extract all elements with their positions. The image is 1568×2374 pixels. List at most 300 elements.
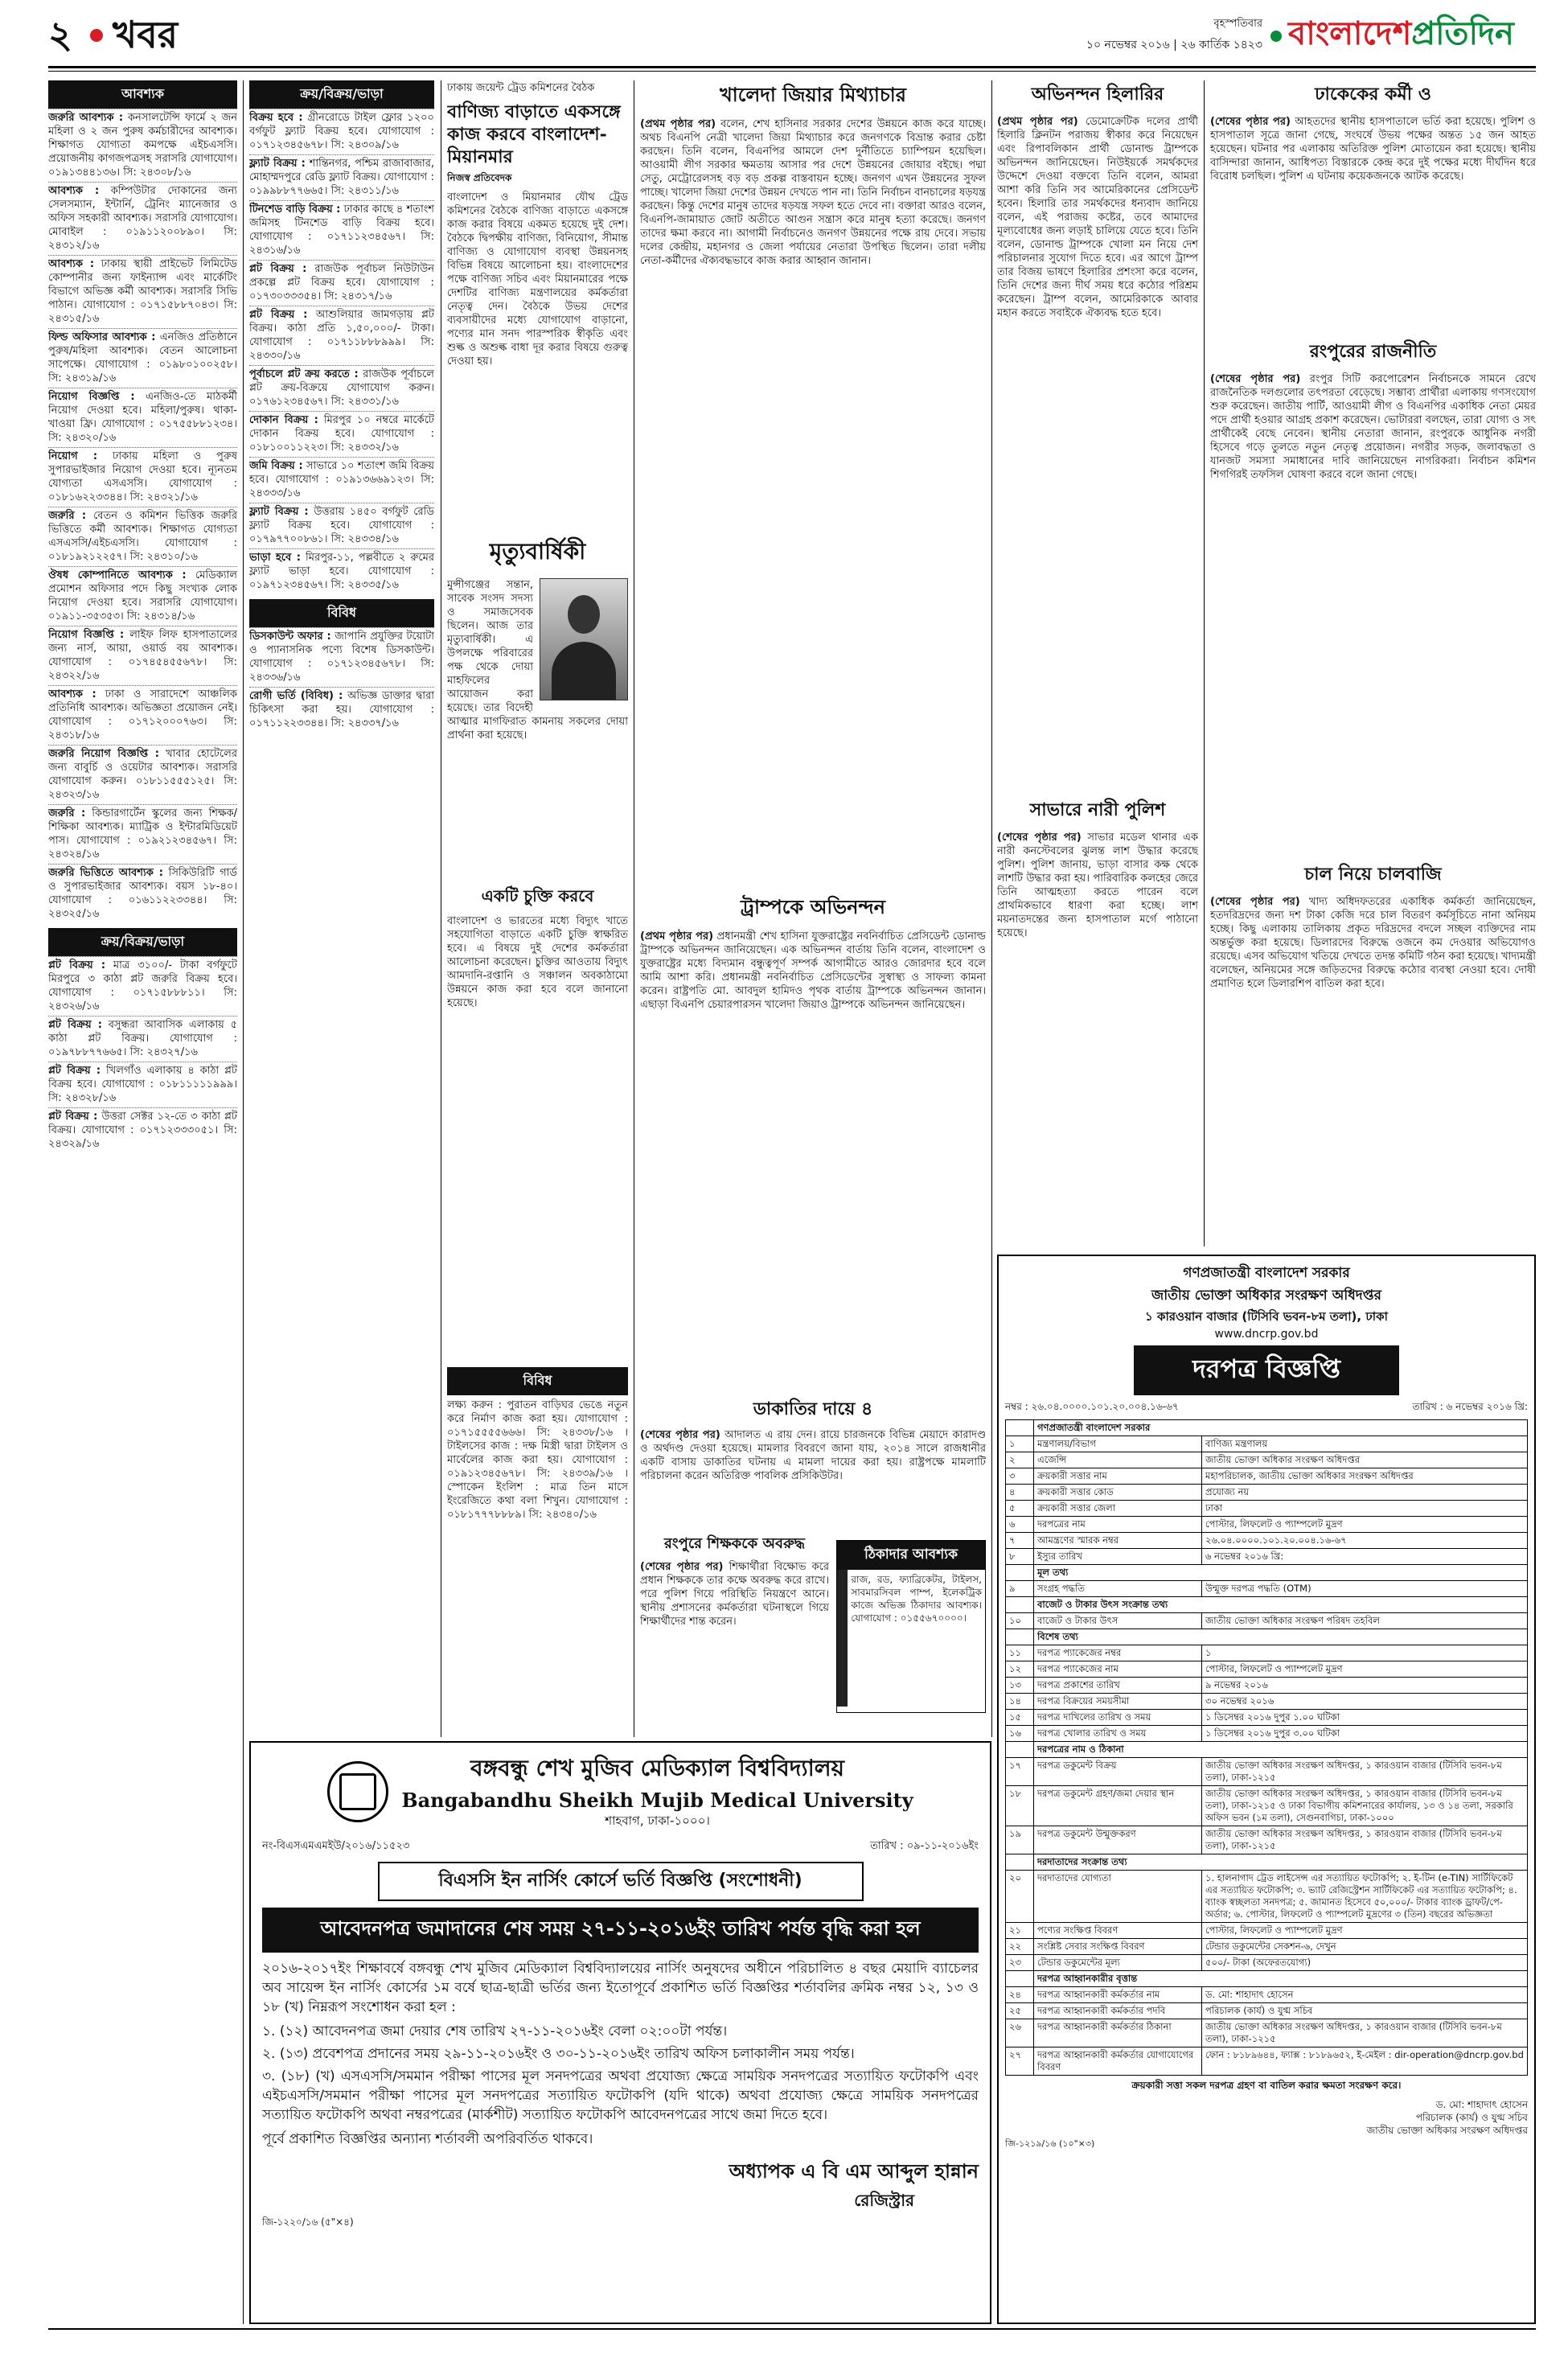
portrait-body-icon — [552, 642, 616, 700]
tender-row-value: ৬ নভেম্বর ২০১৬ খ্রি: — [1202, 1549, 1528, 1565]
issue-date: ১০ নভেম্বর ২০১৬ | ২৬ কার্তিক ১৪২৩ — [1086, 39, 1262, 51]
chal-lead: (শেষের পৃষ্ঠার পর) — [1210, 896, 1300, 908]
masthead-rule-thin — [48, 71, 1536, 72]
bsmmu-footer-note: পূর্বে প্রকাশিত বিজ্ঞপ্তির অন্যান্য শর্তাবলী অপরিবর্তিত থাকবে। — [262, 2131, 593, 2147]
tender-row — [1006, 1726, 1528, 1742]
classified-ad-lead: ফ্ল্যাট বিক্রয় : — [249, 158, 306, 170]
khaleda-body — [640, 117, 986, 268]
tender-row-label: দরদাতাদের সংক্রান্ত তথ্য — [1034, 1854, 1528, 1871]
university-name-en: Bangabandhu Sheikh Mujib Medical University — [401, 1789, 913, 1812]
classified-ad-text: মিরপুর-১১, পল্লবীতে ২ রুমের ফ্ল্যাট ভাড়া হবে। যোগাযোগ : ০১৯৭১২৩৪৫৬৭। সি: ২৪৩৩৫/১৬ — [249, 552, 434, 591]
tender-row-label: দরপত্রের নাম ও ঠিকানা — [1034, 1742, 1528, 1758]
tender-org-address: ১ কারওয়ান বাজার (টিসিবি ভবন-৮ম তলা), ঢাকা — [1145, 1309, 1388, 1324]
tender-row-value: জাতীয় ভোক্তা অধিকার সংরক্ষণ অধিদপ্তর, ১ কারওয়ান বাজার (টিসিবি ভবন-৮ম তলা), ঢাকা-১২১৫ ও ঢাকা বিভাগীয় কমিশনারের কার্যালয়, ১৩ ও ১৪ তলা, সরকারি অফিস ভবন (১ম তলা), সেগুনবাগিচা, ঢাকা-১০০০ — [1202, 1786, 1528, 1826]
wanted-ads-list — [48, 109, 237, 923]
tender-row — [1006, 1758, 1528, 1786]
classified-ad-text: বেতন ও কমিশন ভিত্তিক জরুরি ভিত্তিতে কর্মী আবশ্যক। শিক্ষাগত যোগ্যতা এসএসসি/এইচএসসি। যোগাযোগ : ০১৮১৯২১২২৫৭। সি: ২৪৩১০/১৬ — [48, 510, 237, 563]
classified-ad-lead: জরুরি নিয়োগ বিজ্ঞপ্তি : — [48, 748, 159, 760]
tender-row-number — [1006, 1420, 1034, 1436]
bsmmu-points-list — [262, 2022, 979, 2125]
bsmmu-signatory-title: রেজিস্ট্রার — [854, 2191, 914, 2210]
khaleda-lead: (প্রথম পৃষ্ঠার পর) — [640, 118, 716, 130]
rangpur-headline: রংপুরের রাজনীতি — [1309, 341, 1437, 362]
classified-ad-lead: ভাড়া হবে : — [249, 552, 301, 564]
savar-article — [997, 796, 1198, 1247]
tender-row — [1006, 1452, 1528, 1468]
tender-row — [1006, 1661, 1528, 1678]
tender-row-value: ১. হালনাগাদ ট্রেড লাইসেন্স এর সত্যায়িত ফটোকপি; ২. ই-টিন (e-TIN) সার্টিফিকেট এর সত্যায়িত ফটোকপি; ৩. ভ্যাট রেজিস্ট্রেশন সার্টিফিকেট এর সত্যায়িত ফটোকপি; ৪. ব্যাংক স্বচ্ছলতা সনদপত্র; ৫. জামানত হিসেবে ৫০,০০০/- টাকার ব্যাংক ড্রাফট/পে-অর্ডার; ৬. পোস্টার, লিফলেট ও প্যাম্পলেট মুদ্রণের ৩ (তিন) বছরের অভিজ্ঞতা — [1202, 1871, 1528, 1923]
classified-ad — [249, 457, 434, 503]
tender-row — [1006, 1485, 1528, 1501]
tender-row-label: দরপত্র প্যাকেজের নাম — [1034, 1661, 1202, 1678]
tender-row — [1006, 1826, 1528, 1854]
brand-name — [1288, 11, 1514, 56]
classified-ad — [48, 685, 237, 745]
tender-row-value: উন্মুক্ত দরপত্র পদ্ধতি (OTM) — [1202, 1581, 1528, 1597]
tender-row — [1006, 1854, 1528, 1871]
rangpur-body — [1210, 372, 1536, 482]
classified-ad — [48, 1016, 237, 1062]
contractor-ad — [836, 1540, 986, 1713]
contractor-ad-title: ঠিকাদার আবশ্যক — [837, 1541, 985, 1570]
trade-byline: নিজস্ব প্রতিবেদক — [447, 172, 512, 183]
tender-row — [1006, 1786, 1528, 1826]
classified-ad — [249, 365, 434, 411]
classified-ad — [48, 626, 237, 685]
tender-row — [1006, 1710, 1528, 1726]
rangpur-text: রংপুর সিটি করপোরেশন নির্বাচনকে সামনে রেখে রাজনৈতিক দলগুলোর তৎপরতা বেড়েছে। সম্ভাব্য প্রার্থীরা এলাকায় গণসংযোগ শুরু করেছেন। জাতীয় পার্টি, আওয়ামী লীগ ও বিএনপির একাধিক নেতা মেয়র পদে প্রার্থী হওয়ার আগ্রহ প্রকাশ করেছেন। ভোটাররা বলছেন, তারা যোগ্য ও সৎ প্রার্থীকেই বেছে নেবেন। স্থানীয় নেতারা জানান, রংপুরকে আধুনিক নগরী হিসেবে গড়ে তুলতে নতুন নেতৃত্ব প্রয়োজন। নগরীর সড়ক, জলাবদ্ধতা ও যানজট সমস্যা সমাধানের দাবি জানিয়েছেন নাগরিকরা। নির্বাচন কমিশন শিগগিরই তফসিল ঘোষণা করবে বলে জানা গেছে। — [1210, 373, 1536, 481]
classified-ad-text: মেডিক্যাল প্রমোশন অফিসার পদে কিছু সংখ্যক লোক নিয়োগ দেওয়া হবে। সরাসরি যোগাযোগ। ০১৯১১-৩৫৩৫৩। সি: ২৪৩১৪/১৬ — [48, 569, 237, 622]
classified-ad — [249, 548, 434, 594]
university-logo-icon — [327, 1761, 388, 1822]
deal-headline: একটি চুক্তি করবে — [481, 886, 594, 906]
classified-ad-text: খিলগাঁও এলাকায় ৪ কাঠা প্লট বিক্রয় হবে। যোগাযোগ : ০১৮১১১১১৯৯৯। সি: ২৪৩২৮/১৬ — [48, 1065, 237, 1104]
classified-ad-lead: নিয়োগ বিজ্ঞপ্তি : — [48, 391, 135, 403]
classified-ad — [249, 503, 434, 548]
classified-ad-lead: জমি বিক্রয় : — [249, 460, 303, 472]
obituary-body: মুন্সীগঞ্জের সন্তান, সাবেক সংসদ সদস্য ও সমাজসেবক ছিলেন। আজ তার মৃত্যুবার্ষিকী। এ উপলক্ষে পরিবারের পক্ষ থেকে দোয়া মাহফিলের আয়োজন করা হয়েছে। তার বিদেহী আত্মার মাগফিরাত কামনায় সকলের দোয়া প্রার্থনা করা হয়েছে। — [447, 579, 628, 741]
masthead — [48, 11, 1536, 63]
classified-ad-text: শান্তিনগর, পশ্চিম রাজাবাজার, মোহাম্মদপুরে রেডি ফ্ল্যাট বিক্রয়। যোগাযোগ : ০১৯৯৮৮৭৭৬৬৫। সি: ২৪৩১১/১৬ — [249, 158, 434, 197]
misc-ads-list — [249, 627, 434, 733]
bsmmu-point: ১. (১২) আবেদনপত্র জমা দেয়ার শেষ তারিখ ২৭-১১-২০১৬ইং বেলা ০২:০০টা পর্যন্ত। — [262, 2023, 728, 2039]
robbery-headline: ডাকাতির দায়ে ৪ — [753, 1399, 873, 1419]
classified-ad-text: ঢাকায় মহিলা ও পুরুষ সুপারভাইজার নিয়োগ দেওয়া হবে। ন্যূনতম যোগ্যতা এসএসসি। যোগাযোগ : ০১৮১৬২২৩৩৪৪। সি: ২৪৩২১/১৬ — [48, 450, 237, 503]
classifieds-heading-buysell: ক্রয়/বিক্রয়/ভাড়া — [48, 928, 237, 956]
tender-row — [1006, 1581, 1528, 1597]
hillary-headline: অভিনন্দন হিলারির — [1031, 84, 1164, 105]
khaleda-headline: খালেদা জিয়ার মিথ্যাচার — [720, 83, 906, 106]
tender-row-value: বাণিজ্য মন্ত্রণালয় — [1202, 1436, 1528, 1452]
tender-row-number — [1006, 1742, 1034, 1758]
dhaka-worker-lead: (শেষের পৃষ্ঠার পর) — [1210, 116, 1291, 128]
classified-ad — [48, 745, 237, 804]
classified-ad-text: মাত্র ৩১০০/- টাকা বর্গফুটে মিরপুরে ৩ কাঠা প্লট জরুরি বিক্রয় হবে। যোগাযোগ : ০১৭১৫৮৮৮১১। সি: ২৪৩২৬/১৬ — [48, 959, 237, 1012]
tender-code: জি-১২১৯/১৬ (১০"×৩) — [1005, 2138, 1095, 2149]
tender-row-label: বাজেট ও টাকার উৎস — [1034, 1613, 1202, 1629]
classified-ad-lead: নিয়োগ : — [48, 450, 98, 462]
tender-row-label: দরদাতাদের যোগ্যতা — [1034, 1871, 1202, 1923]
tender-row-number — [1006, 1597, 1034, 1613]
tender-row — [1006, 1565, 1528, 1581]
tender-row-label: আমন্ত্রণের স্মারক নম্বর — [1034, 1533, 1202, 1549]
tender-row-label: দরপত্র আহ্বানকারীর বৃত্তান্ত — [1034, 1971, 1528, 1987]
classified-ad-lead: জরুরি ভিত্তিতে আবশ্যক : — [48, 867, 164, 879]
tender-row-label: ক্রয়কারী সত্তার জেলা — [1034, 1501, 1202, 1517]
tender-row-number: ৩ — [1006, 1468, 1034, 1485]
trump-headline: ট্রাম্পকে অভিনন্দন — [740, 895, 886, 918]
hillary-body — [997, 115, 1198, 320]
tender-row-value: মহাপরিচালক, জাতীয় ভোক্তা অধিকার সংরক্ষণ অধিদপ্তর — [1202, 1468, 1528, 1485]
savar-lead: (শেষের পৃষ্ঠার পর) — [997, 832, 1082, 844]
classified-ad — [48, 1062, 237, 1107]
teacher-headline: রংপুরে শিক্ষককে অবরুদ্ধ — [664, 1535, 805, 1552]
deal-body: বাংলাদেশ ও ভারতের মধ্যে বিদ্যুৎ খাতে সহযোগিতা বাড়াতে একটি চুক্তি স্বাক্ষরিত হবে। এ বিষয়ে দুই দেশের কর্মকর্তারা আলোচনা করেছেন। চুক্তির আওতায় বিদ্যুৎ আমদানি-রপ্তানি ও সঞ্চালন অবকাঠামো উন্নয়নে কাজ করা হবে বলে জানানো হয়েছে। — [447, 915, 628, 1009]
tender-row-number: ৪ — [1006, 1485, 1034, 1501]
chal-body — [1210, 895, 1536, 991]
contractor-ad-body: রাজ, রড, ফ্যাব্রিকেটর, টাইলস, সাবমারসিবল পাম্প, ইলেকট্রিক কাজে অভিজ্ঞ ঠিকাদার আবশ্যক। যোগাযোগ : ০১৫৫৬৭০০০০। — [851, 1574, 982, 1624]
column-divider — [243, 80, 244, 2324]
tender-row-number: ১০ — [1006, 1613, 1034, 1629]
tender-row-number: ১১ — [1006, 1645, 1034, 1661]
tender-row — [1006, 1629, 1528, 1645]
classified-ad-text: আশুলিয়ার জামগড়ায় প্লট বিক্রয়। কাঠা প্রতি ১,৫০,০০০/- টাকা। যোগাযোগ : ০১৭১১৮৮৮৯৯৯। সি: ২৪৩৩০/১৬ — [249, 309, 434, 362]
teacher-lead: (শেষের পৃষ্ঠার পর) — [640, 1561, 724, 1573]
tender-memo: নম্বর : ২৬.০৪.০০০০.১০১.২০.০০৪.১৬-৬৭ — [1005, 1401, 1179, 1412]
university-address: শাহবাগ, ঢাকা-১০০০। — [605, 1813, 710, 1828]
property-ads-list — [249, 109, 434, 594]
trade-kicker: ঢাকায় জয়েন্ট ট্রেড কমিশনের বৈঠক — [447, 82, 595, 94]
tender-row — [1006, 1678, 1528, 1694]
tender-org-govt: গণপ্রজাতন্ত্রী বাংলাদেশ সরকার — [1183, 1265, 1350, 1281]
classified-ad-lead: টিনশেড বাড়ি বিক্রয় : — [249, 203, 341, 216]
classified-ad — [48, 804, 237, 864]
classified-ad-lead: আবশ্যক : — [48, 185, 100, 197]
dhaka-worker-body — [1210, 115, 1536, 183]
tender-row-label: দরপত্র দাখিলের তারিখ ও সময় — [1034, 1710, 1202, 1726]
teacher-body — [640, 1560, 829, 1629]
classified-ad — [249, 411, 434, 457]
tender-row-number: ১৭ — [1006, 1758, 1034, 1786]
tender-row-label: দরপত্র আহ্বানকারী কর্মকর্তার ঠিকানা — [1034, 2019, 1202, 2047]
classified-ad-lead: ঔষধ কোম্পানিতে আবশ্যক : — [48, 569, 187, 581]
obituary-title: মৃত্যুবার্ষিকী — [489, 538, 586, 565]
contractor-ad-icon — [837, 1570, 848, 1707]
classified-ad-text: উত্তরা সেক্টর ১২-তে ৩ কাঠা প্লট বিক্রয়। যোগাযোগ : ০১৭১২৩৩৩০৫১। সি: ২৪৩২৯/১৬ — [48, 1111, 237, 1150]
tender-row-number — [1006, 1971, 1034, 1987]
bsmmu-subject: বিএসসি ইন নার্সিং কোর্সে ভর্তি বিজ্ঞপ্তি (সংশোধনী) — [378, 1862, 864, 1901]
tender-row — [1006, 1517, 1528, 1533]
classified-ad — [48, 956, 237, 1016]
tender-row-label: বাজেট ও টাকার উৎস সংক্রান্ত তথ্য — [1034, 1597, 1528, 1613]
tender-footnote: ক্রয়কারী সত্তা সকল দরপত্র গ্রহণ বা বাতিল করার ক্ষমতা সংরক্ষণ করে। — [1131, 2080, 1402, 2091]
classified-ad-text: কম্পিউটার দোকানের জন্য সেলসম্যান, ইন্টার্নি, ট্রেনিং ম্যানেজার ও অফিস সহকারী আবশ্যক। সরাসরি যোগাযোগ। মোবাইল : ০১৯১১২০০৮৯০। সি: ২৪৩১২/১৬ — [48, 185, 237, 252]
classified-ad — [48, 864, 237, 923]
tender-row-number: ২২ — [1006, 1939, 1034, 1955]
classified-ad-text: গ্রীনরোডে টাইল ফ্লোর ১২০০ বর্গফুট ফ্ল্যাট বিক্রয় হবে। যোগাযোগ : ০১৭১২৩৪৫৬৭৮। সি: ২৪৩০৯/১৬ — [249, 112, 434, 151]
bsmmu-point: ৩. (১৮) (খ) এসএসসি/সমমান পরীক্ষা পাসের মূল সনদপত্রের অথবা প্রযোজ্য ক্ষেত্রে সাময়িক সনদপত্রের সত্যায়িত ফটোকপি এবং এইচএসসি/সমমান পরীক্ষা পাসের মূল সনদপত্রের সত্যায়িত ফটোকপি (যদি থাকে) অথবা প্রযোজ্য ক্ষেত্রে সাময়িক সনদপত্রের সত্যায়িত ফটোকপি অথবা নম্বরপত্রের (মার্কশীট) সত্যায়িত ফটোকপি আবেদনপত্রের সাথে জমা দিতে হবে। — [262, 2068, 979, 2123]
tender-row-value: জাতীয় ভোক্তা অধিকার সংরক্ষণ অধিদপ্তর, ১ কারওয়ান বাজার (টিসিবি ভবন-৮ম তলা), ঢাকা-১২১৫ — [1202, 1826, 1528, 1854]
buysell-ads-list — [48, 956, 237, 1153]
tender-row-label: বিশেষ তথ্য — [1034, 1629, 1528, 1645]
khaleda-text: বলেন, শেখ হাসিনার সরকার দেশের উন্নয়নে কাজ করে যাচ্ছে। অথচ বিএনপি নেত্রী খালেদা জিয়া মিথ্যাচার করে জনগণকে বিভ্রান্ত করার চেষ্টা করছেন। তিনি বলেন, বিএনপির আমলে দেশ দুর্নীতিতে চ্যাম্পিয়ন হয়েছিল। আওয়ামী লীগ সরকার ক্ষমতায় আসার পর দেশে উন্নয়নের জোয়ার বইছে। পদ্মা সেতু, মেট্রোরেলসহ বড় বড় প্রকল্প বাস্তবায়ন হচ্ছে। জনগণ এখন উন্নয়নের সুফল পাচ্ছে। খালেদা জিয়া দেশের উন্নয়ন দেখতে পান না। তিনি নির্বাচন বানচালের ষড়যন্ত্র করছেন। কিন্তু দেশের মানুষ তাদের ষড়যন্ত্র সফল হতে দেবে না। বক্তারা আরও বলেন, বিএনপি-জামায়াত জোট অতীতে আগুন সন্ত্রাস করে মানুষ হত্যা করেছে। জনগণ তাদের ক্ষমা করবে না। আগামী নির্বাচনেও জনগণ উন্নয়নের পক্ষে রায় দেবে। সভায় দলের কেন্দ্রীয়, মহানগর ও জেলা পর্যায়ের নেতারা উপস্থিত ছিলেন। তারা দলীয় নেতা-কর্মীদের ঐক্যবদ্ধভাবে কাজ করার আহ্বান জানান। — [640, 118, 986, 267]
masthead-rule — [48, 66, 1536, 68]
trump-body — [640, 930, 986, 1012]
tender-row — [1006, 1645, 1528, 1661]
rangpur-article — [1210, 338, 1536, 852]
classified-ad-text: এনজিও প্রতিষ্ঠানে পুরুষ/মহিলা আবশ্যক। বেতন আলোচনা সাপেক্ষে। যোগাযোগ : ০১৯৮০১০০২৫৮। সি: ২৪৩১৯/১৬ — [48, 331, 237, 384]
tender-row-label: সংশ্লিষ্ট সেবার সংক্ষিপ্ত বিবরণ — [1034, 1939, 1202, 1955]
tender-row-value: জাতীয় ভোক্তা অধিকার সংরক্ষণ অধিদপ্তর — [1202, 1452, 1528, 1468]
tender-notice — [997, 1255, 1536, 2324]
section-dot-icon — [90, 29, 103, 42]
trump-lead: (প্রথম পৃষ্ঠার পর) — [640, 930, 714, 943]
classified-ad — [48, 447, 237, 507]
bsmmu-code: জি-১২২০/১৬ (৫"×৪) — [262, 2216, 354, 2228]
classified-ad — [249, 154, 434, 200]
tender-row-label: দরপত্র ডকুমেন্ট বিক্রয় — [1034, 1758, 1202, 1786]
tender-row-label: দরপত্র প্যাকেজের নম্বর — [1034, 1645, 1202, 1661]
tender-row-value: ড. মো: শাহাদাৎ হোসেন — [1202, 1987, 1528, 2003]
tender-row — [1006, 1468, 1528, 1485]
classified-ad-lead: দোকান বিক্রয় : — [249, 414, 318, 426]
hillary-lead: (প্রথম পৃষ্ঠার পর) — [997, 116, 1078, 128]
tender-row-number: ১৪ — [1006, 1694, 1034, 1710]
tender-row-value: ৫০০/- টাকা (অফেরতযোগ্য) — [1202, 1955, 1528, 1971]
classified-ad — [249, 260, 434, 306]
tender-row-value: পোস্টার, লিফলেট ও প্যাম্পলেট মুদ্রণ — [1202, 1517, 1528, 1533]
issue-day: বৃহস্পতিবার — [1213, 18, 1262, 30]
tender-row-number: ১২ — [1006, 1661, 1034, 1678]
tender-row — [1006, 1955, 1528, 1971]
savar-body — [997, 831, 1198, 940]
tender-row-label: ক্রয়কারী সত্তার কোড — [1034, 1485, 1202, 1501]
tender-table — [1005, 1419, 1528, 2076]
brand-part-bangladesh: বাংলাদেশ — [1288, 15, 1412, 52]
tender-row-value: ঢাকা — [1202, 1501, 1528, 1517]
tender-row-value: ১ — [1202, 1645, 1528, 1661]
tender-row-number: ১৯ — [1006, 1826, 1034, 1854]
classified-ad-text: লাইফ লিফ হাসপাতালের জন্য নার্স, আয়া, ওয়ার্ড বয় আবশ্যক। যোগাযোগ : ০১৭৪৫৪৫৫৬৭৮। সি: ২৪৩২২/১৬ — [48, 629, 237, 682]
classified-ad — [48, 388, 237, 447]
classified-ad-lead: প্লট বিক্রয় : — [48, 1019, 102, 1031]
teacher-article — [640, 1532, 829, 1733]
tender-row-label: দরপত্র খোলার তারিখ ও সময় — [1034, 1726, 1202, 1742]
classified-ad-text: ঢাকা ও সারাদেশে আঞ্চলিক প্রতিনিধি আবশ্যক। অভিজ্ঞতা প্রয়োজন নেই। যোগাযোগ : ০১৭১২০০০৭৬৩। সি: ২৪৩১৮/১৬ — [48, 688, 237, 741]
tender-row-number: ১ — [1006, 1436, 1034, 1452]
portrait-head-icon — [568, 595, 600, 634]
tender-row-number: ২৪ — [1006, 1987, 1034, 2003]
classified-ad — [48, 507, 237, 566]
trump-text: প্রধানমন্ত্রী শেখ হাসিনা যুক্তরাষ্ট্রের নবনির্বাচিত প্রেসিডেন্ট ডোনাল্ড ট্রাম্পকে অভিনন্দন জানিয়েছেন। এক অভিনন্দন বার্তায় তিনি বলেন, বাংলাদেশ ও যুক্তরাষ্ট্রের মধ্যে বিদ্যমান বন্ধুত্বপূর্ণ সম্পর্ক আগামীতে আরও জোরদার হবে বলে আমি আশা করি। প্রধানমন্ত্রী নবনির্বাচিত প্রেসিডেন্টের সুস্বাস্থ্য ও সাফল্য কামনা করেন। রাষ্ট্রপতি মো. আবদুল হামিদও পৃথক বার্তায় ট্রাম্পকে অভিনন্দন জানান। এছাড়া বিএনপি চেয়ারপারসন খালেদা জিয়াও ট্রাম্পকে অভিনন্দন জানিয়েছেন। — [640, 930, 986, 1011]
tender-row-value: ফোন : ৮১৮৯৬৪৪, ফ্যাক্স : ৮১৮৯৬৫২, ই-মেইল : dir-operation@dncrp.gov.bd — [1202, 2047, 1528, 2076]
trump-article — [640, 893, 986, 1391]
dhaka-worker-headline: ঢাকেকের কর্মী ও — [1315, 84, 1431, 105]
khaleda-article — [640, 80, 986, 643]
column-divider — [1204, 80, 1205, 1247]
tender-row-label: ইস্যুর তারিখ — [1034, 1549, 1202, 1565]
tender-row-label: পণ্যের সংক্ষিপ্ত বিবরণ — [1034, 1923, 1202, 1939]
tender-row — [1006, 2047, 1528, 2076]
tender-row — [1006, 1971, 1528, 1987]
classified-ad-lead: বিক্রয় হবে : — [249, 112, 303, 124]
classified-ad-text: উত্তরায় ১৪৫০ বর্গফুট রেডি ফ্ল্যাট বিক্রয় হবে। যোগাযোগ : ০১৭৯৭৭০০৮৬১। সি: ২৪৩৩৪/১৬ — [249, 506, 434, 545]
tender-row-number: ২১ — [1006, 1923, 1034, 1939]
classified-ad-lead: পূর্বাচলে প্লট ক্রয় করতে : — [249, 368, 359, 380]
classified-ad-text: এনজিও-তে মাঠকর্মী নিয়োগ দেওয়া হবে। মহিলা/পুরুষ। থাকা-খাওয়া ফ্রি। যোগাযোগ : ০১৭৫৫৮৮১২৩৪। সি: ২৪৩২০/১৬ — [48, 391, 237, 444]
section-title: খবর — [113, 13, 179, 56]
chal-headline: চাল নিয়ে চালবাজি — [1304, 864, 1442, 885]
classified-ad — [249, 200, 434, 260]
tender-row-value: ৯ নভেম্বর ২০১৬ — [1202, 1678, 1528, 1694]
tender-date: তারিখ : ৬ নভেম্বর ২০১৬ খ্রি: — [1412, 1401, 1528, 1412]
tender-row — [1006, 1436, 1528, 1452]
page-bottom-rule — [48, 2328, 1536, 2330]
hillary-text: ডেমোক্রেটিক দলের প্রার্থী হিলারি ক্লিনটন পরাজয় স্বীকার করে নিয়েছেন এবং রিপাবলিকান প্রার্থী ডোনাল্ড ট্রাম্পকে অভিনন্দন জানিয়েছেন। নিউইয়র্কে সমর্থকদের উদ্দেশে দেওয়া বক্তব্যে তিনি বলেন, আমরা আশা করি তিনি সব আমেরিকানের প্রেসিডেন্ট হবেন। হিলারি তার সমর্থকদের ধন্যবাদ জানিয়ে বলেন, এই পরাজয় কষ্টের, তবে আমাদের মূল্যবোধের জন্য লড়াই চালিয়ে যেতে হবে। তিনি বলেন, ডোনাল্ড ট্রাম্পকে খোলা মন নিয়ে দেশ পরিচালনার সুযোগ দিতে হবে। এর আগে ট্রাম্প তার বিজয় ভাষণে হিলারির প্রশংসা করে বলেন, তিনি দেশের জন্য দীর্ঘ সময় ধরে কঠোর পরিশ্রম করেছেন। ট্রাম্প বলেন, আমেরিকাকে আবার মহান করতে সবাইকে ঐক্যবদ্ধ হতে হবে। — [997, 116, 1198, 319]
classified-ad-lead: রোগী ভর্তি (বিবিধ) : — [249, 690, 343, 702]
tender-row — [1006, 1613, 1528, 1629]
classified-ad — [48, 255, 237, 328]
tender-row-label: টেন্ডার ডকুমেন্টের মূল্য — [1034, 1955, 1202, 1971]
misc-notices-heading: বিবিধ — [447, 1367, 628, 1395]
tender-row — [1006, 1694, 1528, 1710]
tender-row-label: দরপত্র আহ্বানকারী কর্মকর্তার যোগাযোগের বিবরণ — [1034, 2047, 1202, 2076]
tender-sign-title1: পরিচালক (কার্য) ও যুগ্ম সচিব — [1415, 2112, 1528, 2123]
classified-ad-text: কনসালটেন্সি ফার্মে ২ জন মহিলা ও ২ জন পুরুষ কর্মচারীদের আবশ্যক। শিক্ষাগত যোগ্যতা কমপক্ষে এইচএসসি। প্রয়োজনীয় কাগজপত্রসহ সরাসরি যোগাযোগ। ০১৯১৩৪৪১৩৬। সি: ২৪৩০৮/১৬ — [48, 112, 237, 179]
tender-sign-name: ড. মো: শাহাদাৎ হোসেন — [1435, 2099, 1528, 2110]
tender-row-label: গণপ্রজাতন্ত্রী বাংলাদেশ সরকার — [1034, 1420, 1528, 1436]
chal-text: খাদ্য অধিদফতরের একাধিক কর্মকর্তা জানিয়েছেন, হতদরিদ্রদের জন্য দশ টাকা কেজি দরে চাল বিতরণ কর্মসূচিতে নানা অনিয়ম হচ্ছে। কিছু এলাকায় তালিকায় প্রকৃত দরিদ্রদের বদলে সচ্ছল ব্যক্তিদের নাম অন্তর্ভুক্ত করা হয়েছে। ডিলারদের বিরুদ্ধে ওজনে কম দেওয়ার অভিযোগও রয়েছে। এসব অভিযোগ খতিয়ে দেখতে তদন্ত কমিটি গঠন করা হয়েছে। খাদ্যমন্ত্রী বলেছেন, অনিয়মের সঙ্গে জড়িতদের বিরুদ্ধে কঠোর ব্যবস্থা নেওয়া হবে। দোষী প্রমাণিত হলে ডিলারশিপ বাতিল করা হবে। — [1210, 896, 1536, 990]
tender-row-number: ৭ — [1006, 1533, 1034, 1549]
classified-ad-lead: জরুরি আবশ্যক : — [48, 112, 124, 124]
university-name-bn: বঙ্গবন্ধু শেখ মুজিব মেডিক্যাল বিশ্ববিদ্যালয় — [470, 1755, 845, 1781]
tender-row-number: ৬ — [1006, 1517, 1034, 1533]
tender-row-value: পোস্টার, লিফলেট ও প্যাম্পলেট মুদ্রণ — [1202, 1661, 1528, 1678]
classified-ad-lead: জরুরি : — [48, 510, 87, 522]
classified-ad — [249, 109, 434, 154]
classified-ad-lead: আবশ্যক : — [48, 258, 95, 270]
classified-ad-lead: প্লট বিক্রয় : — [48, 959, 106, 971]
tender-row-label: দরপত্র আহ্বানকারী কর্মকর্তার নাম — [1034, 1987, 1202, 2003]
classified-ad-lead: ফ্ল্যাট বিক্রয় : — [249, 506, 309, 518]
classifieds-column-2 — [249, 80, 434, 1737]
classified-ad-lead: আবশ্যক : — [48, 688, 96, 700]
brand-part-protidin: প্রতিদিন — [1411, 15, 1514, 52]
classified-ad-text: জাপানি প্রযুক্তির টয়োটা ও প্যানাসনিক পণ্যে বিশেষ ডিসকাউন্ট। যোগাযোগ : ০১৭১২৩৪৫৬৭৮। সি: ২৪৩৩৬/১৬ — [249, 630, 434, 684]
brand-dot-icon — [1270, 31, 1282, 42]
classified-ad-lead: ফিল্ড অফিসার আবশ্যক : — [48, 331, 156, 343]
robbery-text: আদালত এ রায় দেন। রায়ে চারজনকে বিভিন্ন মেয়াদে কারাদণ্ড ও অর্থদণ্ড দেওয়া হয়েছে। মামলার বিবরণে জানা যায়, ২০১৪ সালে রাজধানীর একটি বাসায় ডাকাতির ঘটনায় এ মামলা দায়ের করা হয়। রাষ্ট্রপক্ষে মামলাটি পরিচালনা করেন অতিরিক্ত পাবলিক প্রসিকিউটর। — [640, 1429, 986, 1482]
classified-ad-text: খাবার হোটেলের জন্য বাবুর্চি ও ওয়েটার আবশ্যক। সরাসরি যোগাযোগ করুন। ০১৮১১৫৫৫১২৫। সি: ২৪৩২৩/১৬ — [48, 748, 237, 801]
tender-row-number — [1006, 1629, 1034, 1645]
classified-ad-lead: জরুরি : — [48, 807, 86, 819]
tender-row-label: দরপত্রের নাম — [1034, 1517, 1202, 1533]
classified-ad-text: ঢাকায় স্থায়ী প্রাইভেট লিমিটেড কোম্পানীর জন্য ফাইন্যান্স এবং মার্কেটিং বিভাগে অভিজ্ঞ কর্মী আবশ্যক। সরাসরি সিভি পাঠান। যোগাযোগ : ০১৭১৫৮৮৭০৪৩। সি: ২৪৩১৫/১৬ — [48, 258, 237, 325]
classified-ad-text: রাজউক পূর্বাচলে প্লট ক্রয়-বিক্রয়ে যোগাযোগ করুন। ০১৭৬১২৩৪৫৬৭। সি: ২৪৩৩১/১৬ — [249, 368, 434, 408]
tender-row-number: ১৩ — [1006, 1678, 1034, 1694]
tender-website[interactable]: www.dncrp.gov.bd — [1214, 1328, 1319, 1341]
tender-row-value: জাতীয় ভোক্তা অধিকার সংরক্ষণ পরিষদ তহবিল — [1202, 1613, 1528, 1629]
tender-row — [1006, 1501, 1528, 1517]
tender-row — [1006, 1871, 1528, 1923]
tender-row-number: ২৬ — [1006, 2019, 1034, 2047]
tender-sign-title2: জাতীয় ভোক্তা অধিকার সংরক্ষণ অধিদপ্তর — [1366, 2125, 1528, 2136]
bsmmu-admission-ad — [249, 1741, 991, 2324]
tender-row-value: ৩০ নভেম্বর ২০১৬ — [1202, 1694, 1528, 1710]
classifieds-heading-misc: বিবিধ — [249, 599, 434, 627]
tender-row — [1006, 1533, 1528, 1549]
classified-ad — [48, 1107, 237, 1153]
tender-row-number: ৯ — [1006, 1581, 1034, 1597]
obituary-photo — [540, 578, 628, 700]
tender-row-number: ১৬ — [1006, 1726, 1034, 1742]
tender-row-value: ২৬.০৪.০০০০.১০১.২০.০০৪.১৬-৬৭ — [1202, 1533, 1528, 1549]
bsmmu-memo: নং-বিএসএমএমইউ/২০১৬/১১৫২৩ — [262, 1840, 410, 1852]
tender-row-number: ৫ — [1006, 1501, 1034, 1517]
tender-row-label: এজেন্সি — [1034, 1452, 1202, 1468]
classified-ad — [249, 306, 434, 365]
classified-ad-text: সাভারে ১০ শতাংশ জমি বিক্রয় হবে। যোগাযোগ : ০১৯১৩৬৬৯১২৩। সি: ২৪৩৩৩/১৬ — [249, 460, 434, 499]
classified-ad — [48, 566, 237, 626]
teacher-text: শিক্ষার্থীরা বিক্ষোভ করে প্রধান শিক্ষককে তার কক্ষে অবরুদ্ধ করে রাখে। পরে পুলিশ গিয়ে পরিস্থিতি নিয়ন্ত্রণে আনে। স্থানীয় প্রশাসনের কর্মকর্তারা ঘটনাস্থলে গিয়ে শিক্ষার্থীদের শান্ত করেন। — [640, 1561, 829, 1628]
misc-notices-body: লক্ষ্য করুন : পুরাতন বাড়িঘর ভেঙে নতুন করে নির্মাণ কাজ করা হয়। যোগাযোগ : ০১৭১৫৫৫৫৬৬৬। সি: ২৪৩৩৮/১৬ । টাইলসের কাজ : দক্ষ মিস্ত্রী দ্বারা টাইলস ও মার্বেলের কাজ করা হয়। যোগাযোগ : ০১৯১২৩৪৫৬৭৮। সি: ২৪৩৩৯/১৬ । স্পোকেন ইংলিশ : মাত্র তিন মাসে ইংরেজিতে কথা বলা শিখুন। যোগাযোগ : ০১৮১৭৭৭৮৮৮৯। সি: ২৪৩৪০/১৬ — [447, 1399, 628, 1521]
tender-row-number: ১৮ — [1006, 1786, 1034, 1826]
tender-row-label: দরপত্র প্রকাশের তারিখ — [1034, 1678, 1202, 1694]
tender-row — [1006, 1420, 1528, 1436]
chal-article — [1210, 860, 1536, 1247]
robbery-lead: (শেষের পৃষ্ঠার পর) — [640, 1429, 720, 1441]
classifieds-column-1 — [48, 80, 237, 2324]
classified-ad-lead: প্লট বিক্রয় : — [48, 1065, 101, 1077]
rangpur-lead: (শেষের পৃষ্ঠার পর) — [1210, 373, 1301, 385]
classified-ad-lead: প্লট বিক্রয় : — [48, 1111, 98, 1123]
robbery-article — [640, 1395, 986, 1532]
tender-row-label: ক্রয়কারী সত্তার নাম — [1034, 1468, 1202, 1485]
classified-ad — [249, 627, 434, 687]
tender-row — [1006, 2019, 1528, 2047]
tender-row-label: দরপত্র ডকুমেন্ট উন্মুক্তকরণ — [1034, 1826, 1202, 1854]
tender-row-value: পরিচালক (কার্য) ও যুগ্ম সচিব — [1202, 2003, 1528, 2019]
savar-text: সাভার মডেল থানার এক নারী কনস্টেবলের ঝুলন্ত লাশ উদ্ধার করেছে পুলিশ। পুলিশ জানায়, ভাড়া বাসার কক্ষ থেকে লাশটি উদ্ধার করা হয়। পারিবারিক কলহের জেরে তিনি আত্মহত্যা করতে পারেন বলে প্রাথমিকভাবে ধারণা করা হচ্ছে। লাশ ময়নাতদন্তের জন্য হাসপাতাল মর্গে পাঠানো হয়েছে। — [997, 832, 1198, 939]
tender-row-number: ৮ — [1006, 1549, 1034, 1565]
tender-title: দরপত্র বিজ্ঞপ্তি — [1134, 1345, 1399, 1395]
dhaka-worker-article — [1210, 80, 1536, 322]
classified-ad-text: ঢাকার কাছে ৪ শতাংশ জমিসহ টিনশেড বাড়ি বিক্রয় হবে। যোগাযোগ : ০১৭১১২৩৪৫৬৭। সি: ২৪৩১৬/১৬ — [249, 203, 434, 257]
classified-ad — [48, 182, 237, 255]
tender-row — [1006, 1597, 1528, 1613]
tender-row-value: পোস্টার, লিফলেট ও প্যাম্পলেট মুদ্রণ — [1202, 1923, 1528, 1939]
tender-row-label: সংগ্রহ পদ্ধতি — [1034, 1581, 1202, 1597]
tender-row-label: দরপত্র বিক্রয়ের সময়সীমা — [1034, 1694, 1202, 1710]
bsmmu-deadline-banner: আবেদনপত্র জমাদানের শেষ সময় ২৭-১১-২০১৬ইং তারিখ পর্যন্ত বৃদ্ধি করা হল — [262, 1908, 979, 1953]
tender-row — [1006, 1939, 1528, 1955]
tender-row — [1006, 1549, 1528, 1565]
tender-row-value: ১ ডিসেম্বর ২০১৬ দুপুর ৩.০০ ঘটিকা — [1202, 1726, 1528, 1742]
page-number: ২ — [48, 13, 72, 56]
obituary-box — [447, 531, 628, 885]
hillary-article — [997, 80, 1198, 788]
tender-row-label: দরপত্র ডকুমেন্ট গ্রহণ/জমা দেয়ার স্থান — [1034, 1786, 1202, 1826]
tender-row — [1006, 1742, 1528, 1758]
tender-row-number — [1006, 1854, 1034, 1871]
tender-row-value: প্রযোজ্য নয় — [1202, 1485, 1528, 1501]
classifieds-heading-property: ক্রয়/বিক্রয়/ভাড়া — [249, 80, 434, 109]
tender-row-label: দরপত্র আহ্বানকারী কর্মকর্তার পদবি — [1034, 2003, 1202, 2019]
dhaka-worker-text: আহতদের স্থানীয় হাসপাতালে ভর্তি করা হয়েছে। পুলিশ ও হাসপাতাল সূত্রে জানা গেছে, সংঘর্ষে উভয় পক্ষের অন্তত ১৫ জন আহত হয়েছেন। ঘটনার পর এলাকায় অতিরিক্ত পুলিশ মোতায়েন করা হয়েছে। স্থানীয় বাসিন্দারা জানান, আধিপত্য বিস্তারকে কেন্দ্র করে দুই পক্ষের মধ্যে দীর্ঘদিন ধরে বিরোধ চলছিল। পুলিশ এ ঘটনায় কয়েকজনকে আটক করেছে। — [1210, 116, 1536, 183]
tender-row-number: ২০ — [1006, 1871, 1034, 1923]
classified-ad-lead: নিয়োগ বিজ্ঞপ্তি : — [48, 629, 125, 641]
bsmmu-intro: ২০১৬-২০১৭ইং শিক্ষাবর্ষে বঙ্গবন্ধু শেখ মুজিব মেডিক্যাল বিশ্ববিদ্যালয়ের নার্সিং অনুষদের অধীনে পরিচালিত ৪ বছর মেয়াদি ব্যাচেলর অব সায়েন্স ইন নার্সিং কোর্সের ১ম বর্ষে ছাত্র-ছাত্রী ভর্তির জন্য ইতোপূর্বে প্রকাশিত ভর্তি বিজ্ঞপ্তির শর্তাবলির ক্রমিক নম্বর ১২, ১৩ ও ১৮ (খ) নিম্নরূপ সংশোধন করা হল : — [262, 1961, 979, 2015]
